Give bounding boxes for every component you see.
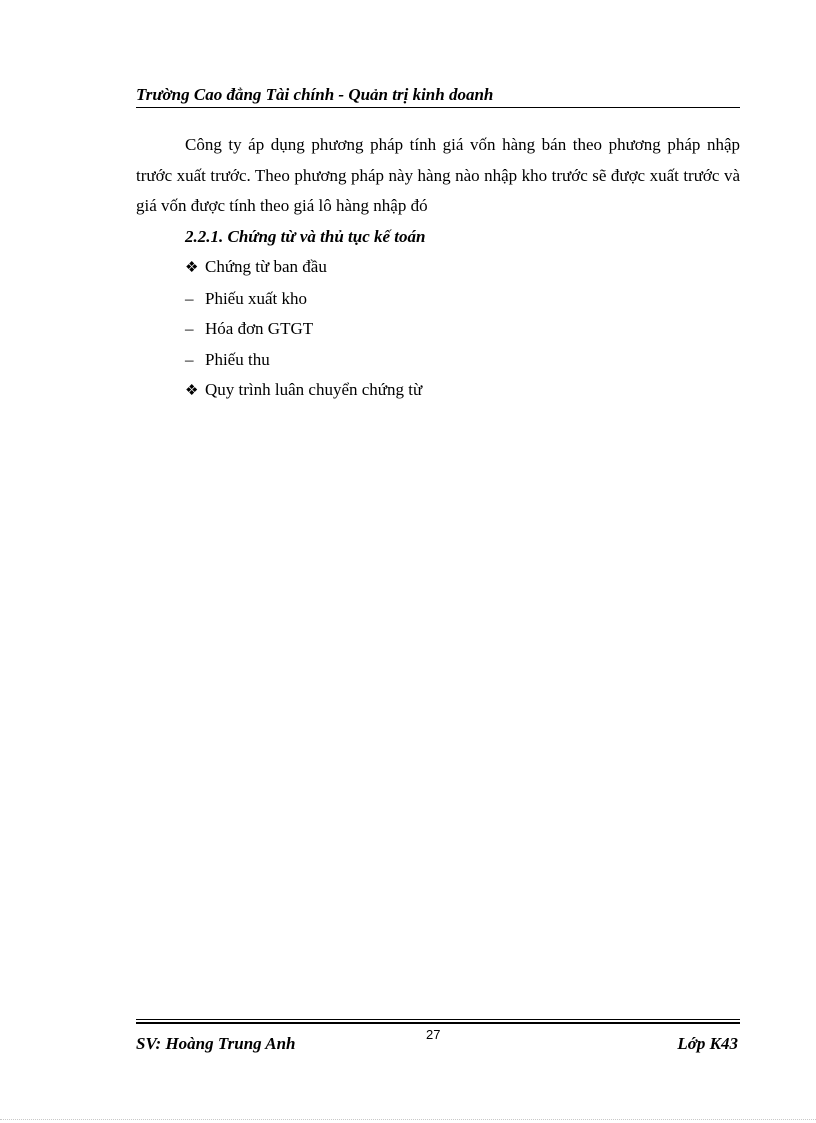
list-item: [136, 284, 740, 315]
page-header: [136, 84, 740, 108]
footer-rule-thick: [136, 1022, 740, 1024]
list-item-text: Phiếu xuất kho: [205, 288, 307, 308]
dash-bullet-icon: –: [185, 349, 194, 369]
dash-bullet-icon: –: [185, 319, 194, 338]
page-edge-dotted-line: [0, 1119, 816, 1120]
header-rule: [136, 107, 740, 108]
document-body: [136, 130, 740, 407]
list-item: [136, 375, 740, 407]
footer-rule: [136, 1019, 740, 1020]
list-item-text: Phiếu thu: [205, 349, 270, 369]
footer-row: [136, 1029, 740, 1055]
list-item: [136, 252, 740, 284]
diamond-bullet-icon: ❖: [185, 260, 199, 276]
list-item: [136, 314, 740, 345]
list-item-text: Chứng từ ban đầu: [205, 257, 327, 276]
dash-bullet-icon: –: [185, 288, 194, 308]
diamond-bullet-icon: ❖: [185, 383, 199, 399]
footer-class: Lớp K43: [677, 1034, 738, 1053]
section-heading: 2.2.1. Chứng từ và thủ tục kế toán: [185, 226, 426, 246]
header-title: Trường Cao đẳng Tài chính - Quản trị kinh doanh: [136, 85, 494, 104]
list-item-text: Quy trình luân chuyển chứng từ: [205, 380, 423, 399]
list-item: [136, 345, 740, 376]
page-footer: [136, 1019, 740, 1055]
page-number: 27: [426, 1027, 441, 1042]
body-paragraph: Công ty áp dụng phương pháp tính giá vốn hàng bán theo phương pháp nhập trước xuất trước. Theo phương pháp này hàng nào nhập kho trước sẽ được xuất trước và giá vốn được tính theo giá lô hàng nhập đó: [136, 135, 740, 215]
list-item-text: Hóa đơn GTGT: [205, 319, 314, 338]
footer-student-name: SV: Hoàng Trung Anh: [136, 1034, 296, 1053]
